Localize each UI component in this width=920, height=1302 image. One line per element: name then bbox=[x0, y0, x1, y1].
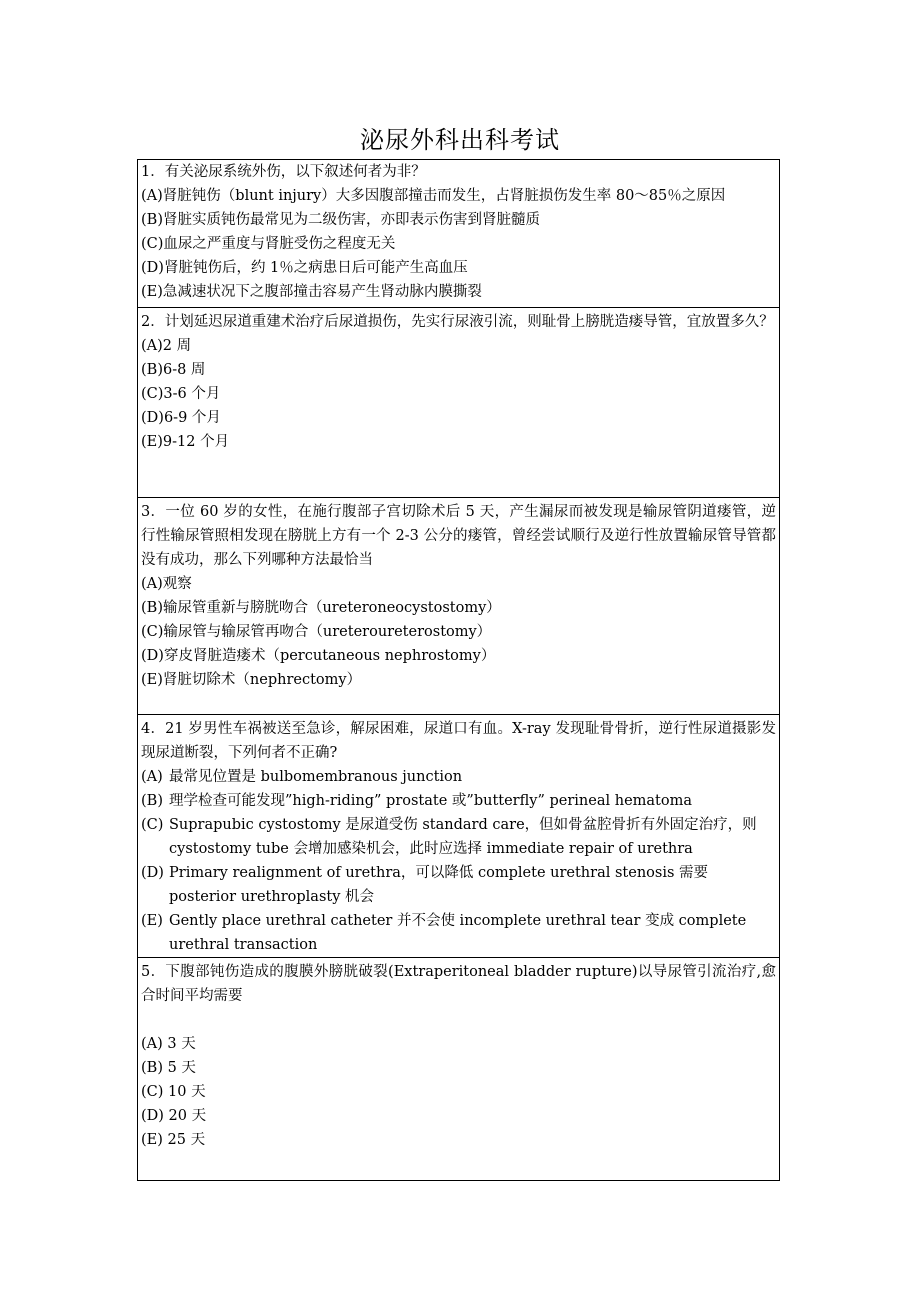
answer-option: (E)急减速状况下之腹部撞击容易产生肾动脉内膜撕裂 bbox=[141, 284, 482, 300]
answer-option bbox=[141, 861, 776, 909]
question-cell-2 bbox=[138, 308, 780, 498]
question-cell-5 bbox=[138, 958, 780, 1181]
question-row-3 bbox=[138, 498, 780, 715]
option-text: Gently place urethral catheter 并不会使 incomplete urethral tear 变成 complete urethral transaction bbox=[169, 913, 747, 953]
answer-option: (C) 10 天 bbox=[141, 1084, 206, 1100]
answer-option bbox=[141, 813, 776, 861]
option-text: 最常见位置是 bulbomembranous junction bbox=[169, 769, 463, 785]
page-title: 泌尿外科出科考试 bbox=[360, 126, 560, 154]
question-row-5 bbox=[138, 958, 780, 1181]
option-text: 理学检查可能发现”high-riding” prostate 或”butterfly” perineal hematoma bbox=[169, 793, 693, 809]
answer-option bbox=[141, 789, 776, 813]
question-row-1 bbox=[138, 160, 780, 308]
question-cell-1 bbox=[138, 160, 780, 308]
answer-option: (E)9-12 个月 bbox=[141, 434, 230, 450]
option-label: (E) bbox=[141, 913, 163, 929]
answer-option: (C)3-6 个月 bbox=[141, 386, 221, 402]
answer-option bbox=[141, 765, 776, 789]
answer-option: (E) 25 天 bbox=[141, 1132, 206, 1148]
answer-option: (A)肾脏钝伤（blunt injury）大多因腹部撞击而发生，占肾脏损伤发生率 80～85％之原因 bbox=[141, 188, 726, 204]
question-row-4 bbox=[138, 715, 780, 958]
answer-option: (C)血尿之严重度与肾脏受伤之程度无关 bbox=[141, 236, 396, 252]
option-text: Primary realignment of urethra，可以降低 complete urethral stenosis 需要 posterior urethroplasty 机会 bbox=[169, 865, 709, 905]
question-row-2 bbox=[138, 308, 780, 498]
option-label: (B) bbox=[141, 793, 163, 809]
answer-option: (A)2 周 bbox=[141, 338, 192, 354]
answer-option: (D)肾脏钝伤后，约 1％之病患日后可能产生高血压 bbox=[141, 260, 468, 276]
answer-option bbox=[141, 909, 776, 957]
answer-option: (B)肾脏实质钝伤最常见为二级伤害，亦即表示伤害到肾脏髓质 bbox=[141, 212, 540, 228]
option-label: (D) bbox=[141, 865, 164, 881]
option-label: (C) bbox=[141, 817, 164, 833]
answer-option: (B) 5 天 bbox=[141, 1060, 196, 1076]
answer-option: (E)肾脏切除术（nephrectomy） bbox=[141, 672, 362, 688]
answer-option: (A) 3 天 bbox=[141, 1036, 196, 1052]
question-stem: 4．21 岁男性车祸被送至急诊，解尿困难，尿道口有血。X-ray 发现耻骨骨折，逆行性尿道摄影发现尿道断裂，下列何者不正确? bbox=[141, 721, 776, 761]
blank-line bbox=[141, 1008, 776, 1032]
question-stem: 1．有关泌尿系统外伤，以下叙述何者为非？ bbox=[141, 164, 426, 180]
question-stem: 3．一位 60 岁的女性，在施行腹部子宫切除术后 5 天，产生漏尿而被发现是输尿管阴道瘘管，逆行性输尿管照相发现在膀胱上方有一个 2-3 公分的瘘管，曾经尝试顺行及逆行性放置输尿管导管都没有成功，那么下列哪种方法最恰当 bbox=[141, 504, 776, 568]
answer-option: (D)穿皮肾脏造瘘术（percutaneous nephrostomy） bbox=[141, 648, 496, 664]
option-text: Suprapubic cystostomy 是尿道受伤 standard care，但如骨盆腔骨折有外固定治疗，则 cystostomy tube 会增加感染机会，此时应选择 immediate repair of urethra bbox=[169, 817, 757, 857]
question-stem: 5．下腹部钝伤造成的腹膜外膀胱破裂(Extraperitoneal bladder rupture)以导尿管引流治疗,愈合时间平均需要 bbox=[141, 964, 776, 1004]
option-label: (A) bbox=[141, 769, 163, 785]
question-cell-3 bbox=[138, 498, 780, 715]
answer-option: (B)6-8 周 bbox=[141, 362, 206, 378]
question-stem: 2．计划延迟尿道重建术治疗后尿道损伤，先实行尿液引流，则耻骨上膀胱造瘘导管，宜放置多久？ bbox=[141, 314, 774, 330]
question-cell-4 bbox=[138, 715, 780, 958]
answer-option: (D) 20 天 bbox=[141, 1108, 207, 1124]
answer-option: (B)输尿管重新与膀胱吻合（ureteroneocystostomy） bbox=[141, 600, 501, 616]
answer-option: (C)输尿管与输尿管再吻合（ureteroureterostomy） bbox=[141, 624, 492, 640]
exam-table bbox=[137, 159, 780, 1181]
answer-option: (D)6-9 个月 bbox=[141, 410, 221, 426]
answer-option: (A)观察 bbox=[141, 576, 192, 592]
